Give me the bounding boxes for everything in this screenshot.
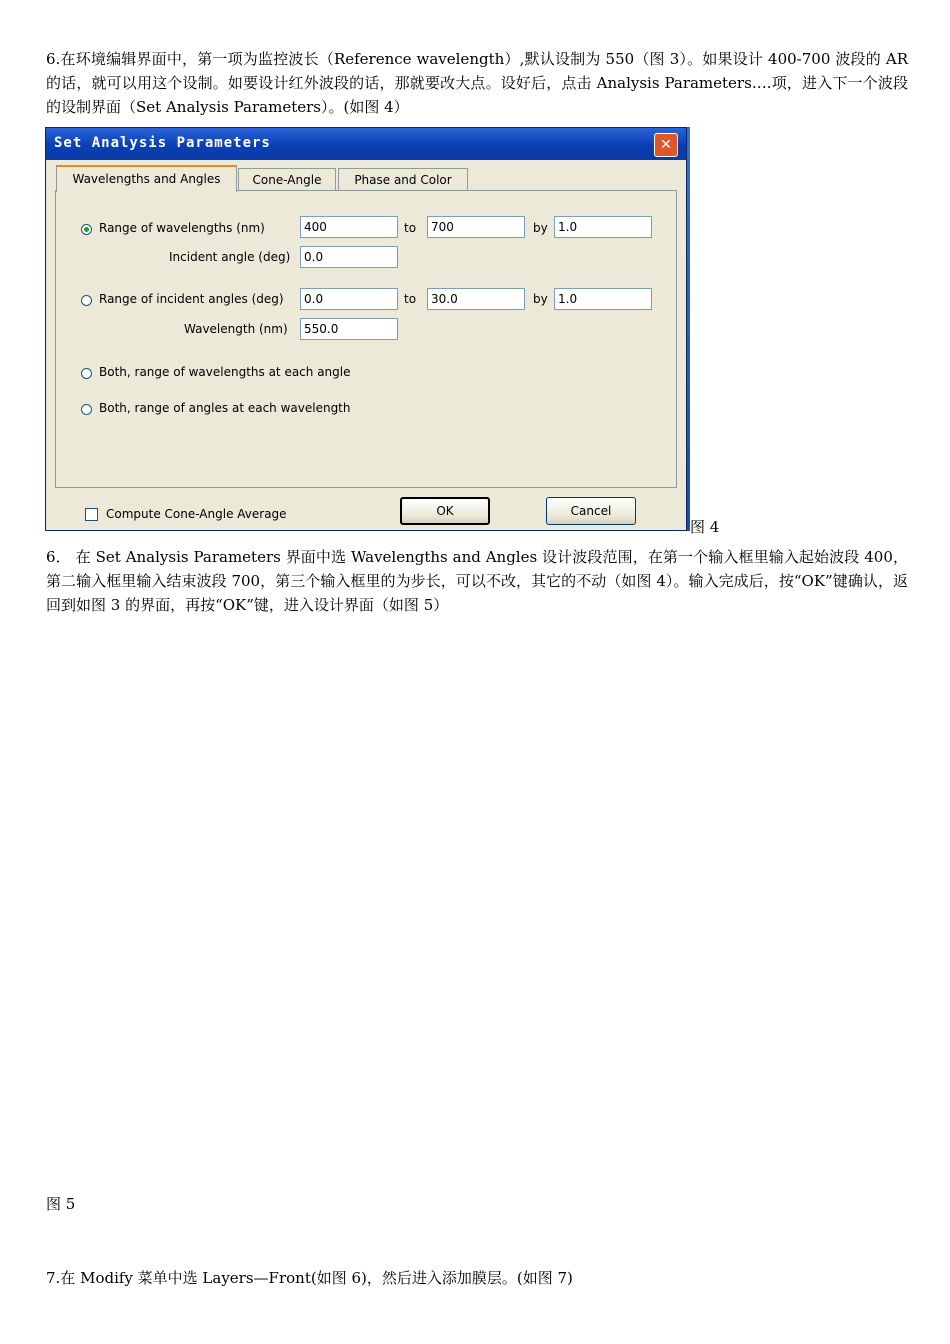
dialog-title: Set Analysis Parameters — [54, 135, 271, 151]
radio-range-of-incident-angles[interactable] — [81, 295, 92, 306]
to-label: to — [404, 292, 417, 306]
figure-4-caption: 图 4 — [690, 518, 720, 536]
radio-both-wavelengths-each-angle[interactable] — [81, 368, 92, 379]
wavelength-end-input[interactable]: 700 — [427, 216, 525, 238]
tab-phase-and-color[interactable]: Phase and Color — [338, 168, 468, 190]
to-label: to — [404, 221, 417, 235]
by-label: by — [533, 292, 548, 306]
range-of-wavelengths-label: Range of wavelengths (nm) — [99, 221, 265, 235]
radio-both-angles-each-wavelength[interactable] — [81, 404, 92, 415]
by-label: by — [533, 221, 548, 235]
range-of-incident-angles-label: Range of incident angles (deg) — [99, 292, 284, 306]
ok-button[interactable]: OK — [400, 497, 490, 525]
close-icon[interactable]: ✕ — [654, 133, 678, 157]
tab-cone-angle[interactable]: Cone-Angle — [238, 168, 336, 190]
figure-5-caption: 图 5 — [46, 1195, 76, 1213]
radio-range-of-wavelengths[interactable] — [81, 224, 92, 235]
paragraph-instructions: 6． 在 Set Analysis Parameters 界面中选 Wavelengths and Angles 设计波段范围，在第一个输入框里输入起始波段 400，第二输入框里输入结束波段 700，第三个输入框里的为步长，可以不改，其它的不动（如图 4）。输入完成后，按“OK”键确认，返回到如图 3 的界面，再按“OK”键，进入设计界面（如图 5） — [46, 548, 908, 614]
cancel-button[interactable]: Cancel — [546, 497, 636, 525]
incident-angle-label: Incident angle (deg) — [169, 250, 291, 264]
both-wavelengths-label: Both, range of wavelengths at each angle — [99, 365, 351, 379]
wavelength-start-input[interactable]: 400 — [300, 216, 398, 238]
tab-wavelengths-and-angles[interactable]: Wavelengths and Angles — [56, 165, 237, 192]
paragraph-modify-menu: 7.在 Modify 菜单中选 Layers—Front(如图 6)，然后进入添加膜层。(如图 7) — [46, 1269, 573, 1287]
angle-end-input[interactable]: 30.0 — [427, 288, 525, 310]
compute-cone-angle-checkbox[interactable] — [85, 508, 98, 521]
compute-cone-angle-label: Compute Cone-Angle Average — [106, 507, 287, 521]
wavelength-input[interactable]: 550.0 — [300, 318, 398, 340]
set-analysis-parameters-dialog — [45, 127, 687, 531]
angle-start-input[interactable]: 0.0 — [300, 288, 398, 310]
incident-angle-input[interactable]: 0.0 — [300, 246, 398, 268]
angle-step-input[interactable]: 1.0 — [554, 288, 652, 310]
paragraph-intro: 6.在环境编辑界面中，第一项为监控波长（Reference wavelength）,默认设制为 550（图 3）。如果设计 400-700 波段的 AR 的话，就可以用这个设制。如要设计红外波段的话，那就要改大点。设好后，点击 Analysis Parameters….项，进入下一个波段的设制界面（Set Analysis Parameters）。(如图 4） — [46, 50, 908, 116]
dialog-titlebar[interactable] — [46, 128, 686, 160]
both-angles-label: Both, range of angles at each wavelength — [99, 401, 351, 415]
wavelength-label: Wavelength (nm) — [184, 322, 288, 336]
wavelength-step-input[interactable]: 1.0 — [554, 216, 652, 238]
